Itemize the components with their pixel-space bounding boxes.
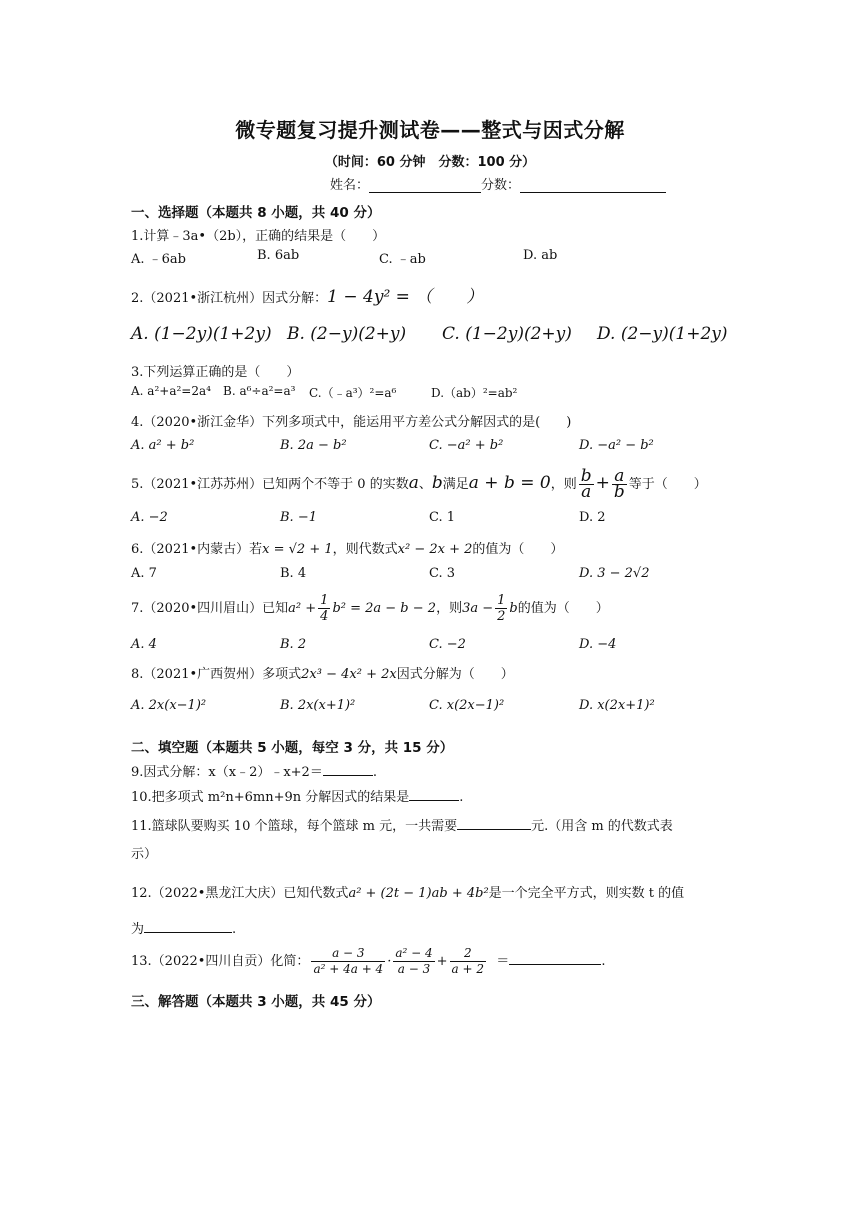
question-8-expr: 2x³ − 4x² + 2x bbox=[301, 667, 397, 682]
question-11 bbox=[131, 815, 673, 834]
option-b: B. a⁶÷a²=a³ bbox=[223, 384, 296, 398]
exam-info: （时间：60 分钟 分数：100 分） bbox=[324, 155, 536, 170]
question-4: 4.（2020•浙江金华）下列多项式中，能运用平方差公式分解因式的是( ) bbox=[131, 415, 572, 430]
option-c: C. (1−2y)(2+y) bbox=[442, 324, 572, 344]
answer-blank[interactable] bbox=[323, 763, 373, 776]
question-6-stem: 6.（2021•内蒙古）若 bbox=[131, 542, 263, 557]
option-c: C. ﹣ab bbox=[379, 252, 426, 267]
name-blank bbox=[369, 178, 481, 193]
score-label: 分数： bbox=[481, 178, 521, 193]
question-5-stem-b: 满足 bbox=[442, 477, 469, 492]
option-d: D. ab bbox=[523, 248, 558, 263]
question-8-stem: 8.（2021•广西贺州）多项式 bbox=[131, 667, 302, 682]
question-6-stem-b: ，则代数式 bbox=[332, 542, 398, 557]
question-9-stem: 9.因式分解：x（x﹣2）﹣x+2＝ bbox=[131, 765, 323, 780]
fraction-one-half: $\frac{1}{2}$ bbox=[497, 593, 506, 624]
option-d: D. (2−y)(1+2y) bbox=[597, 324, 728, 344]
question-2-stem: 2.（2021•浙江杭州）因式分解： bbox=[131, 291, 328, 306]
page-title: 微专题复习提升测试卷——整式与因式分解 bbox=[235, 118, 625, 142]
option-a: A. 4 bbox=[131, 637, 157, 652]
option-c: C. −a² + b² bbox=[429, 438, 504, 453]
option-b: B. 6ab bbox=[257, 248, 300, 263]
fraction-1: $\frac{a - 3}{\text{a² + 4a + 4}}$ bbox=[313, 946, 384, 976]
option-a: A. a² + b² bbox=[131, 438, 195, 453]
question-1: 1.计算﹣3a•（2b），正确的结果是（ ） bbox=[131, 229, 386, 244]
question-6-condition: x = √2 + 1 bbox=[262, 542, 333, 557]
question-6-stem-c: 的值为（ ） bbox=[472, 542, 564, 557]
option-b: B. 2 bbox=[280, 637, 307, 652]
option-a: A. 7 bbox=[131, 566, 157, 581]
answer-blank[interactable] bbox=[409, 788, 459, 801]
fraction-one-quarter: $\frac{1}{4}$ bbox=[320, 593, 329, 624]
var-a: a bbox=[408, 473, 419, 493]
var-b: b bbox=[431, 473, 443, 493]
fraction-b-over-a: $\frac{b}{a}$ bbox=[580, 466, 592, 502]
question-12-line2-start: 为 bbox=[131, 922, 145, 937]
option-d: D.（ab）²=ab² bbox=[431, 386, 518, 400]
question-5-stem: 5.（2021•江苏苏州）已知两个不等于 0 的实数 bbox=[131, 477, 409, 492]
question-12-stem-b: 是一个完全平方式，则实数 t 的值 bbox=[488, 886, 685, 901]
section-fill-in: 二、填空题（本题共 5 小题，每空 3 分，共 15 分） bbox=[131, 740, 454, 756]
answer-blank[interactable] bbox=[144, 920, 232, 933]
question-13-stem: 13.（2022•四川自贡）化简： bbox=[131, 954, 310, 969]
option-c: C. 1 bbox=[429, 510, 456, 525]
option-d: D. 3 − 2√2 bbox=[579, 566, 650, 581]
fraction-2: $\frac{\text{a² − 4}}{a - 3}$ bbox=[395, 946, 433, 976]
question-7: 7.（2020•四川眉山）已知a² + $\frac{1}{4}$ b² = 2a − b − 2，则3a − $\frac{1}{2}$ b的值为（ ） bbox=[131, 593, 609, 624]
question-12-line-2 bbox=[131, 918, 236, 937]
option-b: B. −1 bbox=[280, 510, 317, 525]
question-7-stem: 7.（2020•四川眉山）已知 bbox=[131, 601, 289, 616]
option-a: A. −2 bbox=[131, 510, 168, 525]
question-13-end: . bbox=[601, 954, 606, 969]
question-7-stem-c: 的值为（ ） bbox=[517, 601, 609, 616]
question-10-end: . bbox=[459, 790, 464, 805]
option-a: A. (1−2y)(1+2y) bbox=[131, 324, 272, 344]
question-5: 5.（2021•江苏苏州）已知两个不等于 0 的实数a、b满足a + b = 0，则 $\frac{b}{a}$ + $\frac{a}{b}$ 等于（ ） bbox=[131, 466, 707, 502]
question-11-line-2: 示） bbox=[131, 847, 158, 862]
answer-blank[interactable] bbox=[457, 817, 531, 830]
question-3: 3.下列运算正确的是（ ） bbox=[131, 365, 300, 380]
option-c: C. 3 bbox=[429, 566, 456, 581]
question-13: 13.（2022•四川自贡）化简： $\frac{a - 3}{\text{a² + 4a + 4}}$ · $\frac{\text{a² − 4}}{a - 3}$ + $\frac{2}{a + 2}$ ＝ . bbox=[131, 946, 606, 976]
fraction-3: $\frac{2}{a + 2}$ bbox=[451, 946, 485, 976]
question-10 bbox=[131, 786, 463, 805]
option-a: A. a²+a²=2a⁴ bbox=[131, 384, 211, 398]
question-8 bbox=[131, 663, 514, 682]
option-b: B. 2x(x+1)² bbox=[280, 698, 356, 713]
question-5-condition: a + b = 0 bbox=[468, 473, 551, 493]
option-d: D. x(2x+1)² bbox=[579, 698, 655, 713]
option-d: D. 2 bbox=[579, 510, 606, 525]
question-7-stem-b: ，则 bbox=[436, 601, 463, 616]
question-12-end: . bbox=[232, 922, 237, 937]
question-10-stem: 10.把多项式 m²n+6mn+9n 分解因式的结果是 bbox=[131, 790, 410, 805]
question-2-expr: 1 − 4y² = （ ） bbox=[327, 287, 484, 307]
option-c: C.（﹣a³）²=a⁶ bbox=[309, 386, 397, 400]
question-11-stem: 11.篮球队要购买 10 个篮球，每个篮球 m 元，一共需要 bbox=[131, 819, 458, 834]
option-a: A. ﹣6ab bbox=[131, 252, 186, 267]
option-a: A. 2x(x−1)² bbox=[131, 698, 207, 713]
option-b: B. 4 bbox=[280, 566, 307, 581]
question-5-stem-c: ，则 bbox=[550, 477, 577, 492]
question-9 bbox=[131, 761, 377, 780]
question-13-equals: ＝ bbox=[496, 954, 510, 969]
option-b: B. 2a − b² bbox=[280, 438, 347, 453]
option-c: C. −2 bbox=[429, 637, 466, 652]
question-6 bbox=[131, 538, 563, 557]
question-8-stem-b: 因式分解为（ ） bbox=[396, 667, 514, 682]
question-12-expr: a² + (2t − 1)ab + 4b² bbox=[348, 886, 489, 901]
separator: 、 bbox=[418, 477, 432, 492]
option-d: D. −4 bbox=[579, 637, 617, 652]
section-choice: 一、选择题（本题共 8 小题，共 40 分） bbox=[131, 205, 381, 221]
question-12-stem: 12.（2022•黑龙江大庆）已知代数式 bbox=[131, 886, 349, 901]
question-12 bbox=[131, 882, 684, 901]
option-d: D. −a² − b² bbox=[579, 438, 654, 453]
score-blank bbox=[520, 178, 666, 193]
name-label: 姓名： bbox=[330, 178, 370, 193]
option-b: B. (2−y)(2+y) bbox=[287, 324, 407, 344]
question-2 bbox=[131, 282, 483, 307]
fraction-a-over-b: $\frac{a}{b}$ bbox=[613, 466, 625, 502]
section-solve: 三、解答题（本题共 3 小题，共 45 分） bbox=[131, 994, 381, 1010]
question-6-expr: x² − 2x + 2 bbox=[397, 542, 473, 557]
question-5-stem-d: 等于（ ） bbox=[628, 477, 707, 492]
option-c: C. x(2x−1)² bbox=[429, 698, 505, 713]
question-9-end: . bbox=[372, 765, 377, 780]
question-11-stem-end: 元.（用含 m 的代数式表 bbox=[531, 819, 673, 834]
answer-blank[interactable] bbox=[509, 952, 601, 965]
name-score-row bbox=[330, 174, 666, 193]
